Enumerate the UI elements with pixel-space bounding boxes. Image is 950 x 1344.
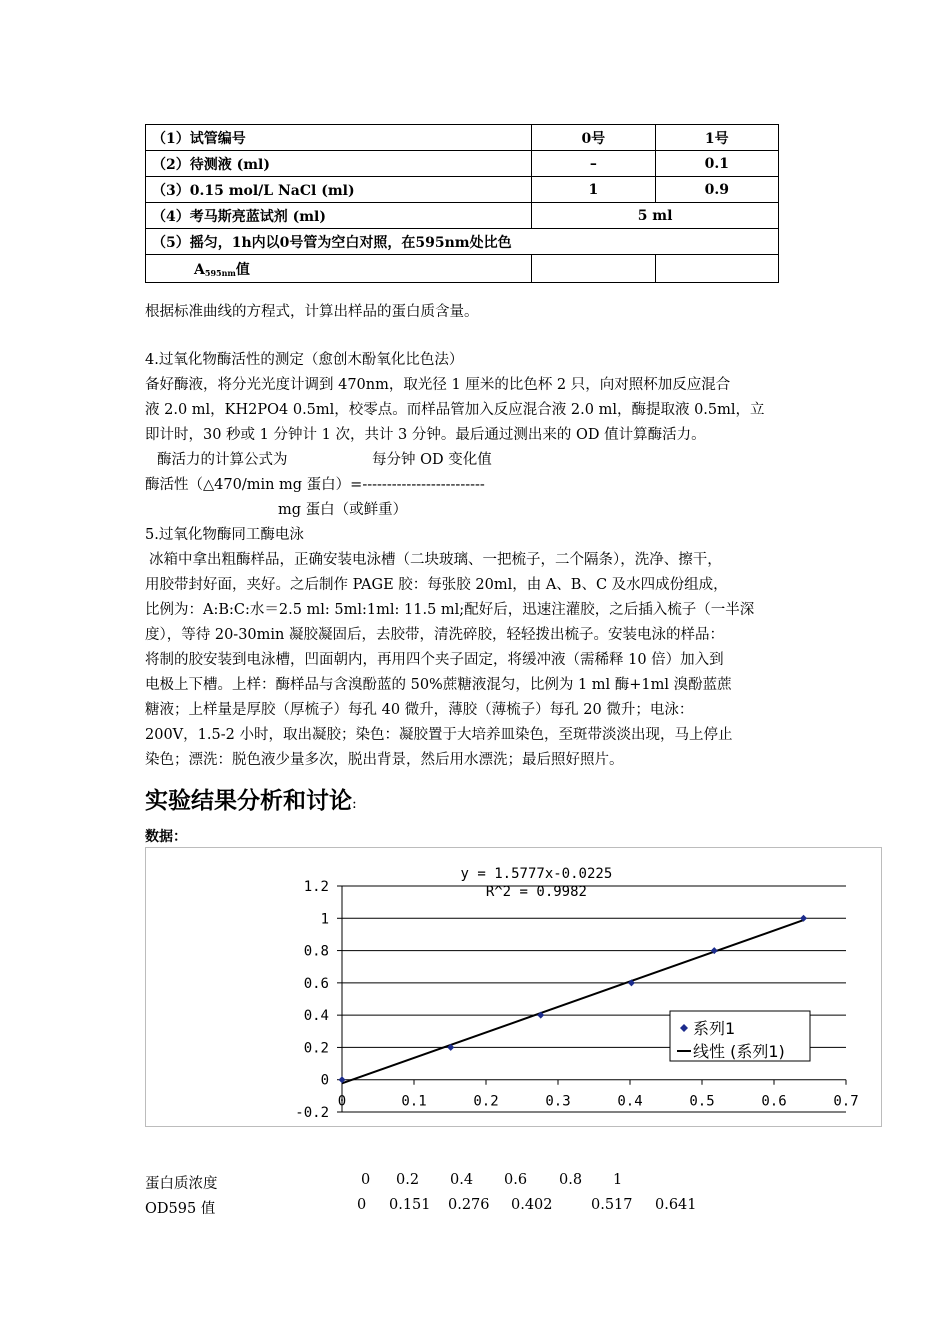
legend-label-trendline: 线性 (系列1) <box>693 1042 785 1061</box>
table-row <box>146 151 779 177</box>
paragraph-line: 电极上下槽。上样：酶样品与含溴酚蓝的 50%蔗糖液混匀，比例为 1 ml 酶+1ml 溴酚蓝蔗 <box>145 677 732 693</box>
chart-svg <box>146 848 883 1128</box>
value-cell: 0.151 <box>389 1197 431 1213</box>
formula-intro: 酶活力的计算公式为 <box>157 452 288 468</box>
section-title: 5.过氧化物酶同工酶电泳 <box>145 527 304 543</box>
x-tick-label: 0.4 <box>617 1093 643 1110</box>
x-tick-label: 0.1 <box>401 1093 427 1110</box>
table-cell: （5）摇匀，1h内以0号管为空白对照，在595nm处比色 <box>146 229 779 255</box>
standard-curve-chart <box>145 847 882 1127</box>
value-cell: 0.402 <box>511 1197 553 1213</box>
x-tick-label: 0.3 <box>545 1093 571 1110</box>
value-cell: 0.517 <box>591 1197 633 1213</box>
formula-numerator: 每分钟 OD 变化值 <box>372 452 492 468</box>
y-tick-label: 0.4 <box>303 1008 329 1025</box>
y-tick-label: 0.8 <box>303 943 329 960</box>
formula-denominator: mg 蛋白（或鲜重） <box>278 502 408 518</box>
legend-label-series1: 系列1 <box>693 1019 736 1038</box>
data-row-od595 <box>145 1197 845 1219</box>
y-tick-label: 1.2 <box>303 879 329 895</box>
x-tick-label: 0.2 <box>473 1093 499 1110</box>
absorbance-prefix: A <box>194 261 205 278</box>
table-row <box>146 177 779 203</box>
table-row <box>146 255 779 283</box>
table-cell: （4）考马斯亮蓝试剂 (ml) <box>146 203 532 229</box>
absorbance-suffix: 值 <box>235 261 250 278</box>
results-heading <box>145 782 357 815</box>
paragraph-line: 液 2.0 ml，KH2PO4 0.5ml，校零点。而样品管加入反应混合液 2.0 ml，酶提取液 0.5ml，立 <box>145 402 765 418</box>
table-row <box>146 203 779 229</box>
paragraph-line: 染色；漂洗：脱色液少量多次，脱出背景，然后用水漂洗；最后照好照片。 <box>145 752 624 768</box>
paragraph-line: 即计时，30 秒或 1 分钟计 1 次，共计 3 分钟。最后通过测出来的 OD 值计算酶活力。 <box>145 427 706 443</box>
value-cell: 0.276 <box>448 1197 490 1213</box>
y-tick-label: 1 <box>320 911 329 928</box>
paragraph-line: 备好酶液，将分光光度计调到 470nm，取光径 1 厘米的比色杯 2 只，向对照杯加反应混合 <box>145 377 731 393</box>
table-cell: – <box>532 151 655 177</box>
formula-lhs: 酶活性（△470/min mg 蛋白）=------------------------- <box>145 477 485 493</box>
paragraph-line: 用胶带封好面，夹好。之后制作 PAGE 胶：每张胶 20ml，由 A、B、C 及水四成份组成， <box>145 577 728 593</box>
y-tick-label: 0.2 <box>303 1040 329 1057</box>
paragraph: 根据标准曲线的方程式，计算出样品的蛋白质含量。 <box>145 304 479 320</box>
table-cell: 0.1 <box>655 151 778 177</box>
row-label: OD595 值 <box>145 1201 216 1217</box>
x-tick-label: 0.7 <box>833 1093 859 1110</box>
value-cell: 0.8 <box>559 1172 583 1188</box>
paragraph-line: 200V，1.5-2 小时，取出凝胶；染色：凝胶置于大培养皿染色，至斑带淡淡出现，马上停止 <box>145 727 733 743</box>
value-cell: 1 <box>613 1172 623 1188</box>
value-cell: 0.2 <box>396 1172 420 1188</box>
absorbance-subscript: 595nm <box>204 267 236 278</box>
value-cell: 0.641 <box>655 1197 697 1213</box>
procedure-table <box>145 124 779 283</box>
x-tick-label: 0.6 <box>761 1093 787 1110</box>
paragraph-line: 冰箱中拿出粗酶样品，正确安装电泳槽（二块玻璃、一把梳子，二个隔条），洗净、擦干， <box>149 552 722 568</box>
y-tick-label: 0 <box>320 1072 329 1089</box>
table-cell: 5 ml <box>532 203 779 229</box>
results-heading-text: 实验结果分析和讨论 <box>145 787 352 814</box>
paragraph-line: 度），等待 20-30min 凝胶凝固后，去胶带，清洗碎胶，轻轻拨出梳子。安装电泳的样品： <box>145 627 724 643</box>
value-cell: 0 <box>361 1172 371 1188</box>
table-row <box>146 125 779 151</box>
table-cell: 1号 <box>655 125 778 151</box>
table-cell <box>655 255 778 283</box>
x-tick-label: 0.5 <box>689 1093 715 1110</box>
paragraph-line: 糖液；上样量是厚胶（厚梳子）每孔 40 微升，薄胶（薄梳子）每孔 20 微升；电泳： <box>145 702 694 718</box>
data-label: 数据： <box>145 829 187 845</box>
paragraph-line: 比例为：A:B:C:水＝2.5 ml: 5ml:1ml: 11.5 ml;配好后，迅速注灌胶，之后插入梳子（一半深 <box>145 602 755 618</box>
table-cell: 0.9 <box>655 177 778 203</box>
x-tick-label: 0 <box>337 1093 347 1110</box>
absorbance-cell <box>146 255 532 283</box>
value-cell: 0.4 <box>450 1172 474 1188</box>
value-cell: 0.6 <box>504 1172 528 1188</box>
table-cell: （1）试管编号 <box>146 125 532 151</box>
section-title: 4.过氧化物酶活性的测定（愈创木酚氧化比色法） <box>145 352 464 368</box>
table-cell: （3）0.15 mol/L NaCl (ml) <box>146 177 532 203</box>
results-heading-colon: : <box>352 796 357 812</box>
table-cell: 0号 <box>532 125 655 151</box>
table-cell <box>532 255 655 283</box>
y-tick-label: 0.6 <box>303 975 329 992</box>
table-cell: 1 <box>532 177 655 203</box>
value-cell: 0 <box>357 1197 367 1213</box>
table-cell: （2）待测液 (ml) <box>146 151 532 177</box>
row-label: 蛋白质浓度 <box>145 1176 218 1192</box>
data-row-concentration <box>145 1172 845 1194</box>
paragraph-line: 将制的胶安装到电泳槽，凹面朝内，再用四个夹子固定，将缓冲液（需稀释 10 倍）加入到 <box>145 652 724 668</box>
trendline-equation: y = 1.5777x-0.0225 <box>460 866 613 882</box>
r-squared-label: R^2 = 0.9982 <box>485 884 587 900</box>
table-row <box>146 229 779 255</box>
y-tick-label: -0.2 <box>295 1105 329 1121</box>
